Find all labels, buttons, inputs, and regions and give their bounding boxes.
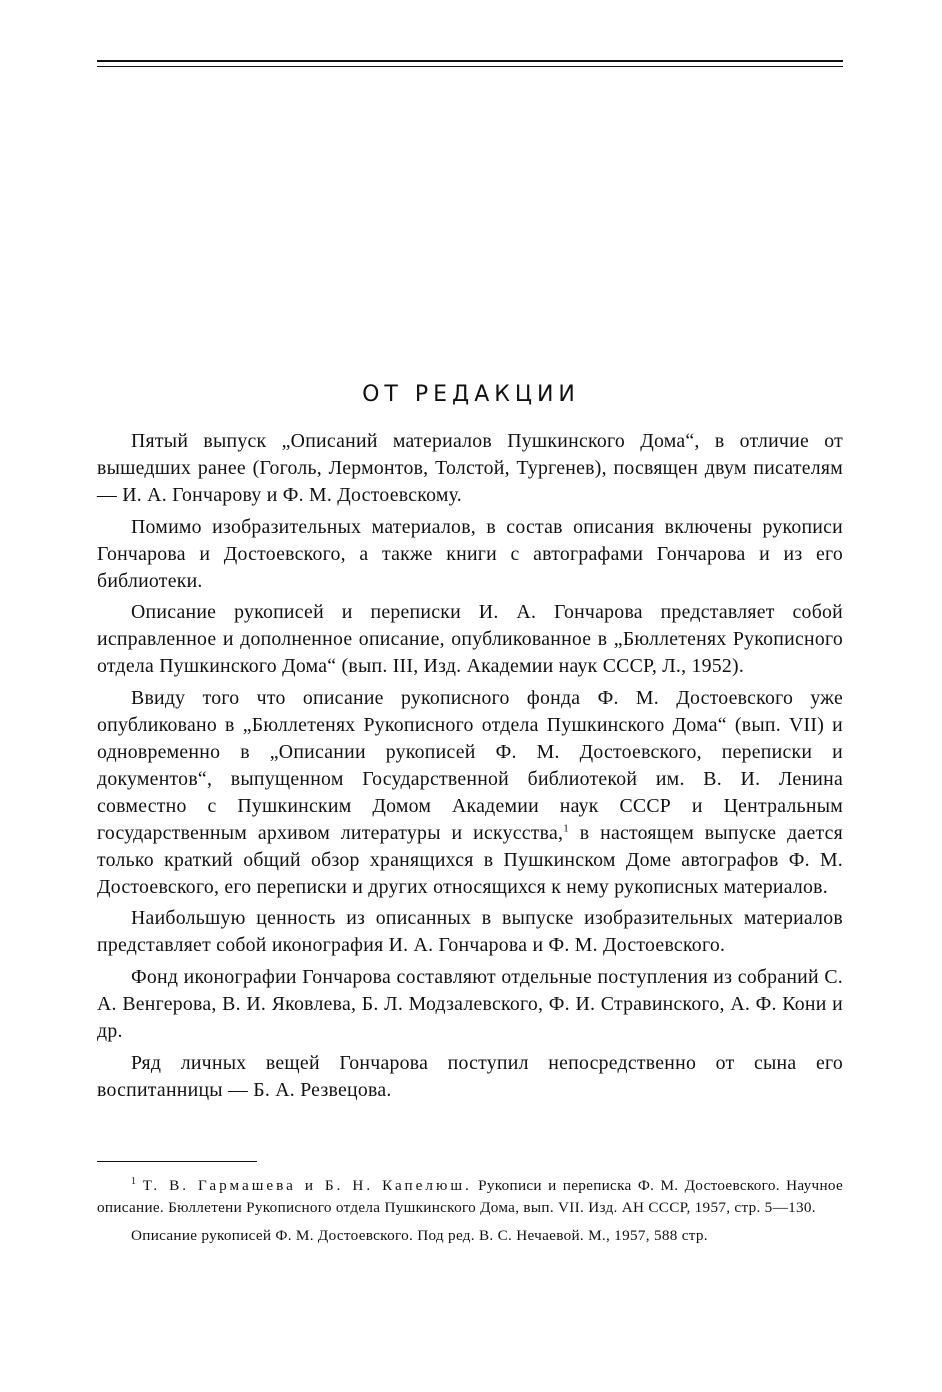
top-rule [97,60,843,62]
paragraph-1: Пятый выпуск „Описаний материалов Пушкинского Дома“, в отличие от вышедших ранее (Гоголь, Лермонтов, Толстой, Тургенев), посвящен двум писателям — И. А. Гончарову и Ф. М. Достоевскому. [97,430,843,506]
paragraph-2: Помимо изобразительных материалов, в состав описания включены рукописи Гончарова и Достоевского, а также книги с автографами Гончарова и из его библиотеки. [97,515,843,592]
footnote-divider [97,1161,257,1162]
page-title: ОТ РЕДАКЦИИ [362,382,580,407]
footnote-1-text: Рукописи и переписка Ф. М. Достоевского. Научное описание. Бюллетени Рукописного отдела Пушкинского Дома, вып. VII. Изд. АН СССР, 1957, стр. 5—130. [97,1177,843,1216]
top-rule-thin [97,66,843,67]
paragraph-4-part-1: Ввиду того что описание рукописного фонда Ф. М. Достоевского уже опубликовано в „Бюллетенях Рукописного отдела Пушкинского Дома“ (вып. VII) и одновременно в „Описании рукописей Ф. М. Достоевского, переписки и документов“, выпущенном Государственной библиотекой им. В. И. Ленина совместно с Пушкинским Домом Академии наук СССР и Центральным государственным архивом литературы и искусства, [97,687,843,844]
footnotes [97,1175,843,1253]
footnote-ref-1[interactable]: 1 [563,822,569,835]
body-text [97,428,843,1109]
footnote-authors: Т. В. Гармашева и Б. Н. Капелюш. [142,1177,472,1194]
paragraph-5: Наибольшую ценность из описанных в выпуске изобразительных материалов представляет собой иконография И. А. Гончарова и Ф. М. Достоевского. [97,907,843,957]
paragraph-6: Фонд иконографии Гончарова составляют отдельные поступления из собраний С. А. Венгерова, В. И. Яковлева, Б. Л. Модзалевского, Ф. И. Стравинского, А. Ф. Кони и др. [97,966,843,1043]
paragraph-4-part-2: в настоящем выпуске дается только краткий общий обзор хранящихся в Пушкинском Доме автографов Ф. М. Достоевского, его переписки и других относящихся к нему рукописных материалов. [97,821,843,898]
paragraph-3: Описание рукописей и переписки И. А. Гончарова представляет собой исправленное и дополненное описание, опубликованное в „Бюллетенях Рукописного отдела Пушкинского Дома“ (вып. III, Изд. Академии наук СССР, Л., 1952). [97,601,843,678]
footnote-1 [97,1175,843,1219]
footnote-2: Описание рукописей Ф. М. Достоевского. Под ред. В. С. Нечаевой. М., 1957, 588 стр. [131,1227,708,1244]
footnote-marker: 1 [131,1175,137,1187]
paragraph-7: Ряд личных вещей Гончарова поступил непосредственно от сына его воспитанницы — Б. А. Резвецова. [97,1051,843,1101]
paragraph-4 [97,685,843,900]
